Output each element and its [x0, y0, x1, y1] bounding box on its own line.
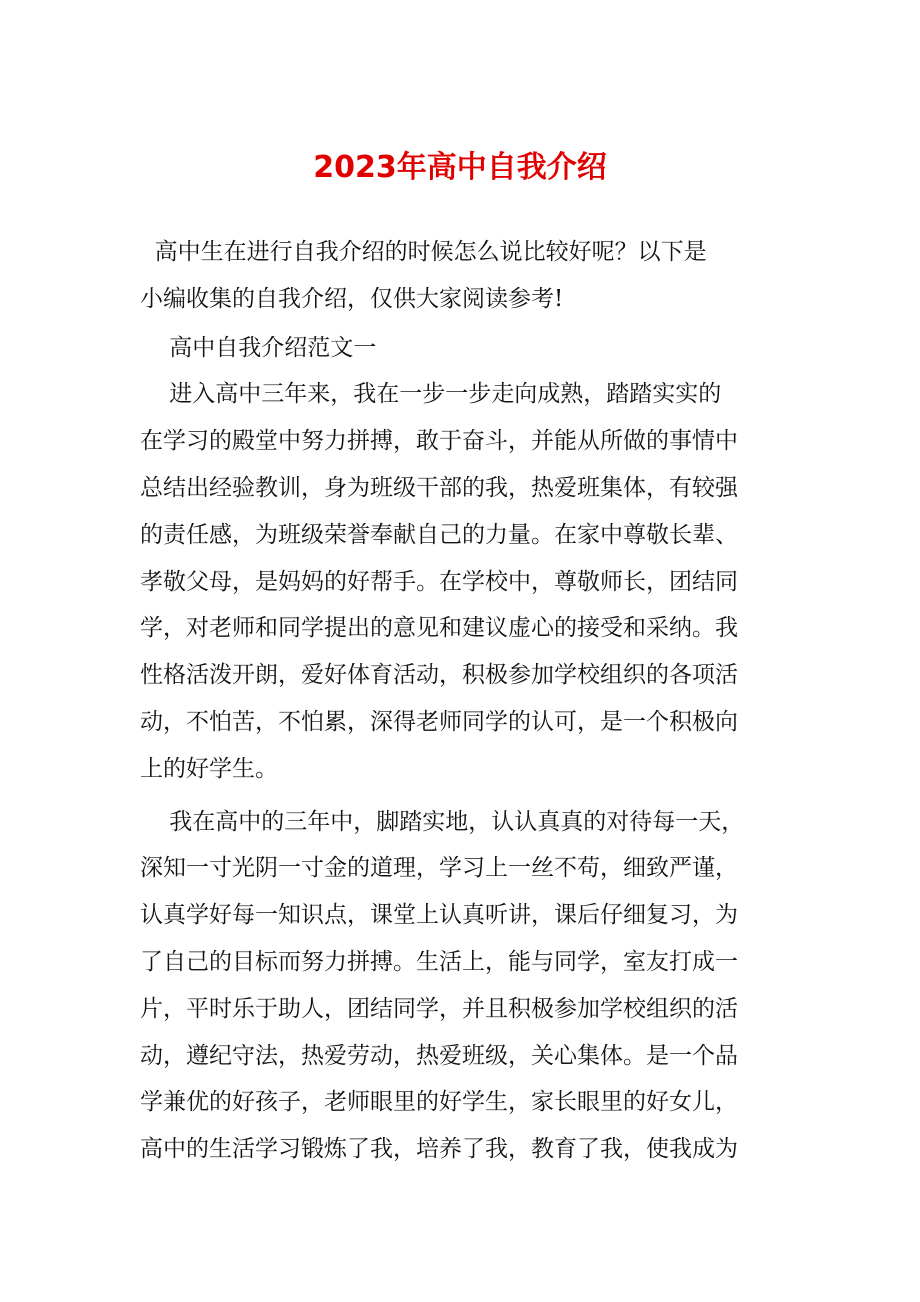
body-line: 学，对老师和同学提出的意见和建议虚心的接受和采纳。我 — [140, 615, 738, 642]
body-line: 小编收集的自我介绍，仅供大家阅读参考! — [140, 285, 564, 312]
body-line: 上的好学生。 — [140, 755, 278, 782]
body-line: 高中的生活学习锻炼了我，培养了我，教育了我，使我成为 — [140, 1136, 738, 1163]
document-title: 2023年高中自我介绍 — [313, 150, 607, 185]
body-line: 片，平时乐于助人，团结同学，并且积极参加学校组织的活 — [140, 995, 738, 1022]
body-line: 动，遵纪守法，热爱劳动，热爱班级，关心集体。是一个品 — [140, 1042, 738, 1069]
body-line: 深知一寸光阴一寸金的道理，学习上一丝不苟，细致严谨， — [140, 855, 738, 882]
body-line: 在学习的殿堂中努力拼搏，敢于奋斗，并能从所做的事情中 — [140, 428, 738, 455]
body-line: 总结出经验教训，身为班级干部的我，热爱班集体，有较强 — [140, 474, 738, 501]
section-heading: 高中自我介绍范文一 — [140, 334, 377, 361]
body-line: 学兼优的好孩子，老师眼里的好学生，家长眼里的好女儿， — [140, 1089, 738, 1116]
body-line: 孝敬父母，是妈妈的好帮手。在学校中，尊敬师长，团结同 — [140, 568, 738, 595]
body-line: 高中生在进行自我介绍的时候怎么说比较好呢？以下是 — [140, 239, 707, 265]
body-line: 性格活泼开朗，爱好体育活动，积极参加学校组织的各项活 — [140, 662, 738, 689]
body-line: 动，不怕苦，不怕累，深得老师同学的认可，是一个积极向 — [140, 708, 738, 735]
body-line: 我在高中的三年中，脚踏实地，认认真真的对待每一天， — [140, 808, 745, 835]
body-line: 了自己的目标而努力拼搏。生活上，能与同学，室友打成一 — [140, 948, 738, 975]
document-body — [140, 229, 792, 1173]
body-line: 的责任感，为班级荣誉奉献自己的力量。在家中尊敬长辈、 — [140, 521, 738, 548]
body-line: 认真学好每一知识点，课堂上认真听讲，课后仔细复习，为 — [140, 902, 738, 929]
body-line: 进入高中三年来，我在一步一步走向成熟，踏踏实实的 — [140, 381, 722, 408]
